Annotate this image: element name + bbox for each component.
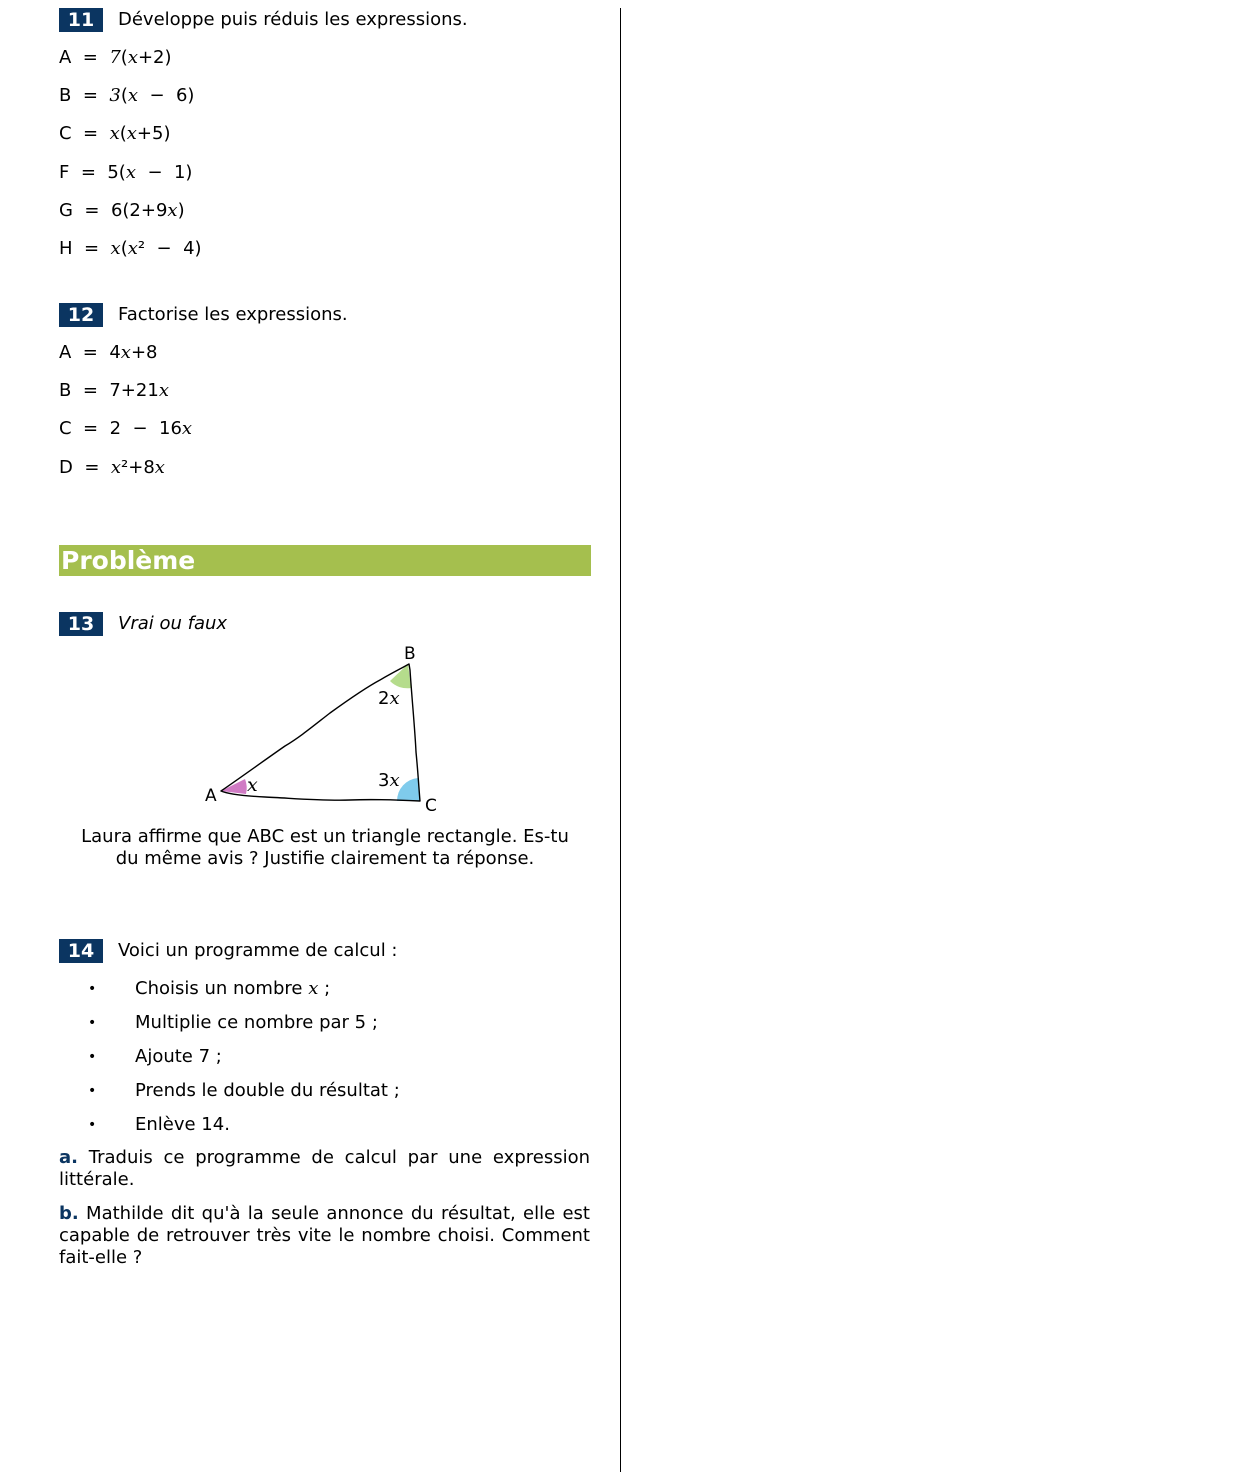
ex11-expression-b: B = 3(x − 6) <box>59 85 195 106</box>
angle-a-label: x <box>247 774 258 796</box>
angle-c-label <box>378 770 400 791</box>
program-step-2: Multiplie ce nombre par 5 ; <box>135 1012 378 1033</box>
exercise-11-prompt: Développe puis réduis les expressions. <box>118 9 468 30</box>
ex12-expression-d: D = x²+8x <box>59 457 165 478</box>
angle-b-coefficient: 2 <box>378 688 390 709</box>
ex11-expression-a: A = 7(x+2) <box>59 47 172 68</box>
program-step-5: Enlève 14. <box>135 1114 230 1135</box>
exercise-14-part-a: a. Traduis ce programme de calcul par une expression littérale. <box>59 1147 590 1190</box>
exercise-14-prompt: Voici un programme de calcul : <box>118 940 398 961</box>
ex11-expression-g: G = 6(2+9x) <box>59 200 185 221</box>
bullet-icon: • <box>88 1049 97 1065</box>
angle-c-coefficient: 3 <box>378 770 390 791</box>
vertex-a-label: A <box>205 786 217 806</box>
bullet-icon: • <box>88 1083 97 1099</box>
bullet-icon: • <box>88 1117 97 1133</box>
ex11-expression-h: H = x(x² − 4) <box>59 238 202 259</box>
angle-b-label <box>378 688 400 709</box>
ex12-expression-c: C = 2 − 16x <box>59 418 193 439</box>
vertex-c-label: C <box>425 796 437 816</box>
angle-c-marker <box>397 778 420 801</box>
bullet-icon: • <box>88 981 97 997</box>
section-title: Problème <box>61 546 196 575</box>
ex11-expression-c: C = x(x+5) <box>59 123 171 144</box>
exercise-13-prompt: Vrai ou faux <box>118 613 228 634</box>
exercise-13-number: 13 <box>59 612 103 636</box>
ex12-expression-b: B = 7+21x <box>59 380 169 401</box>
program-step-4: Prends le double du résultat ; <box>135 1080 400 1101</box>
exercise-14-number: 14 <box>59 939 103 963</box>
exercise-13-statement-line-2: du même avis ? Justifie clairement ta réponse. <box>115 848 535 869</box>
exercise-11-number: 11 <box>59 8 103 32</box>
exercise-12-number: 12 <box>59 303 103 327</box>
exercise-14-part-b: b. Mathilde dit qu'à la seule annonce du résultat, elle est capable de retrouver très vite le nombre choisi. Comment fait-elle ? <box>59 1203 590 1268</box>
vertex-b-label: B <box>404 644 416 664</box>
angle-b-marker <box>390 664 411 688</box>
ex11-expression-f: F = 5(x − 1) <box>59 162 193 183</box>
angle-c-variable: x <box>389 770 400 791</box>
ex12-expression-a: A = 4x+8 <box>59 342 158 363</box>
exercise-12-prompt: Factorise les expressions. <box>118 304 348 325</box>
program-step-1: Choisis un nombre x ; <box>135 978 331 999</box>
bullet-icon: • <box>88 1015 97 1031</box>
angle-b-variable: x <box>389 688 400 709</box>
program-step-3: Ajoute 7 ; <box>135 1046 222 1067</box>
exercise-13-statement-line-1: Laura affirme que ABC est un triangle rectangle. Es-tu <box>81 826 569 847</box>
